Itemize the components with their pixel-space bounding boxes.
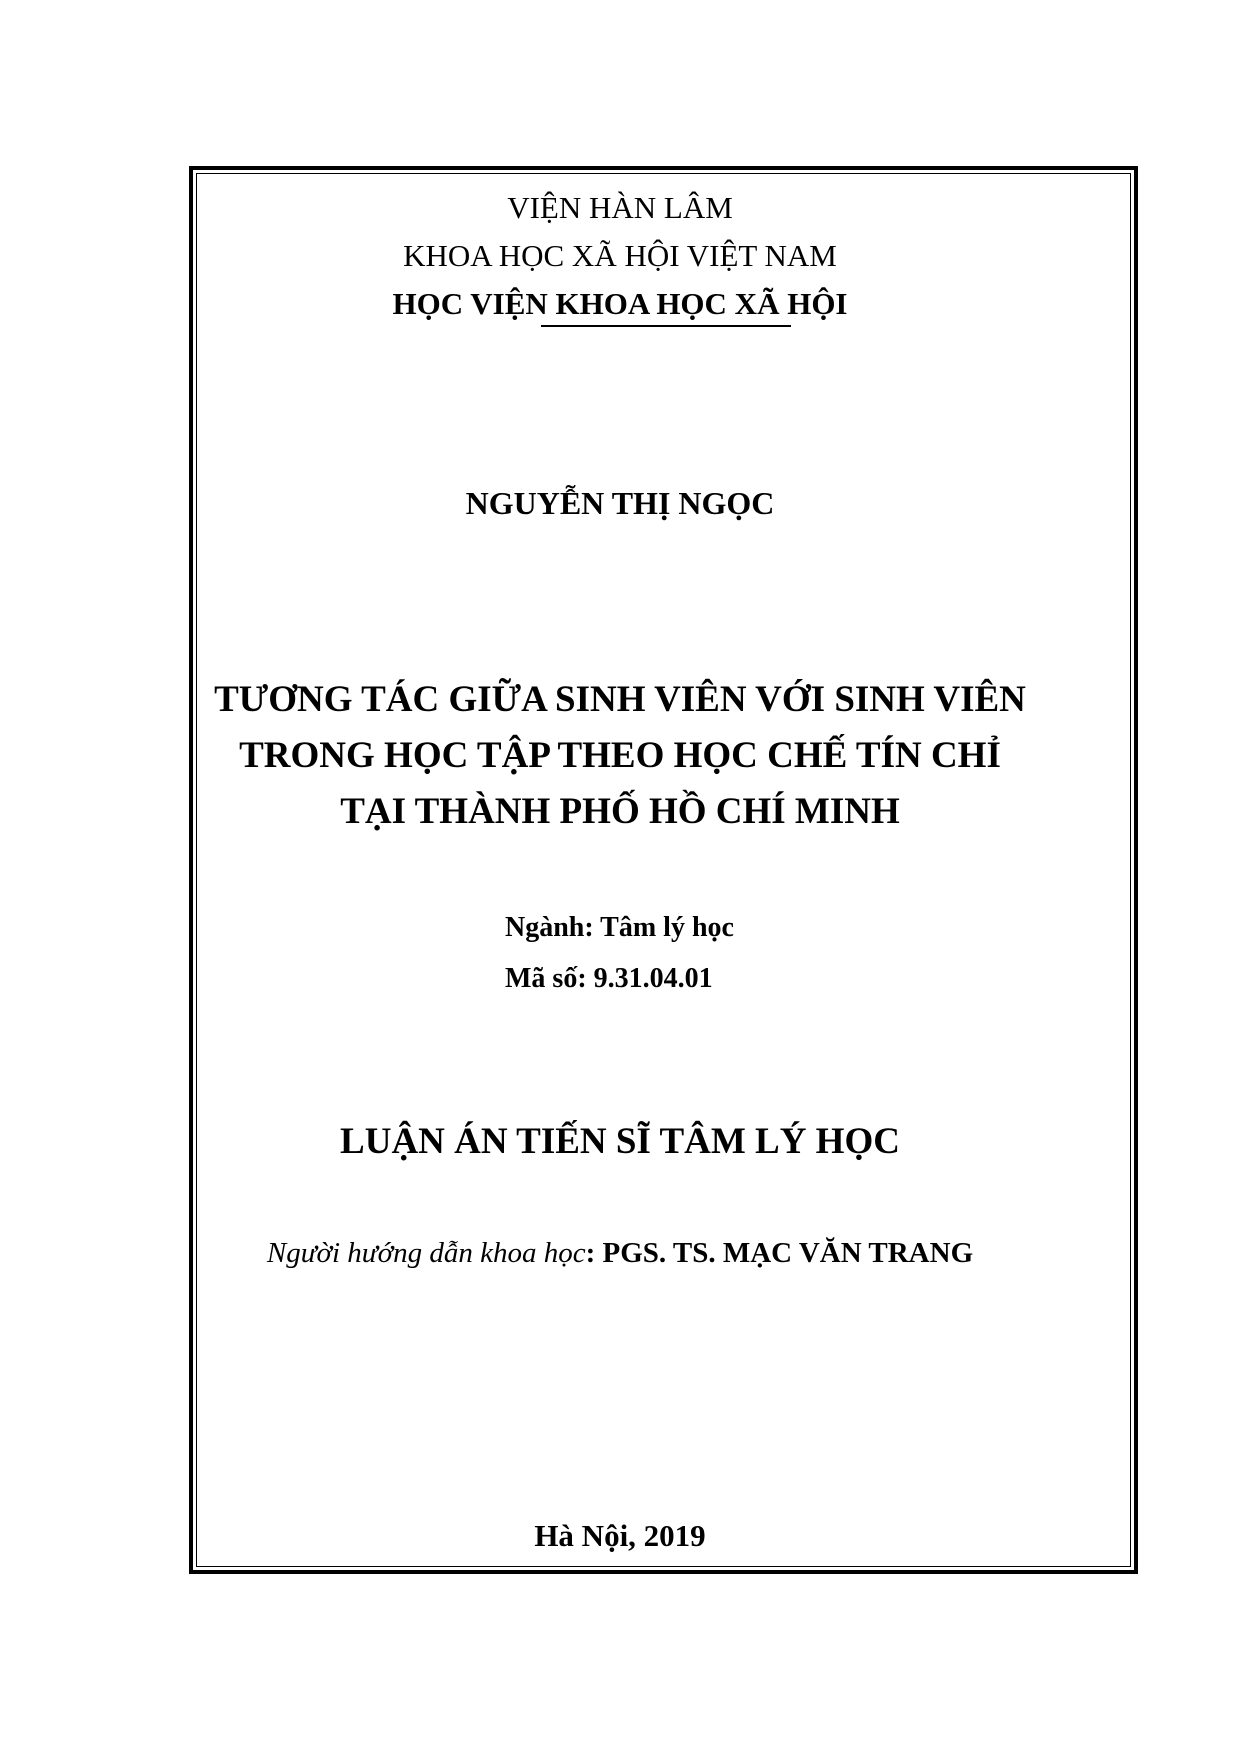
thesis-title-line-3: TẠI THÀNH PHỐ HỒ CHÍ MINH xyxy=(340,791,900,832)
place-and-year: Hà Nội, 2019 xyxy=(534,1518,706,1553)
author-name: NGUYỄN THỊ NGỌC xyxy=(465,485,775,521)
advisor-separator: : xyxy=(585,1237,603,1269)
page-border-inner xyxy=(196,173,1131,1567)
advisor-name: PGS. TS. MẠC VĂN TRANG xyxy=(602,1237,974,1269)
institution-underline xyxy=(541,325,791,327)
thesis-title-line-1: TƯƠNG TÁC GIỮA SINH VIÊN VỚI SINH VIÊN xyxy=(214,679,1026,720)
degree-title: LUẬN ÁN TIẾN SĨ TÂM LÝ HỌC xyxy=(340,1121,900,1162)
major: Ngành: Tâm lý học xyxy=(505,912,734,943)
major-code: Mã số: 9.31.04.01 xyxy=(505,963,713,994)
institution-line-3: HỌC VIỆN KHOA HỌC XÃ HỘI xyxy=(392,286,848,321)
institution-line-2: KHOA HỌC XÃ HỘI VIỆT NAM xyxy=(403,238,837,273)
advisor xyxy=(0,1234,1240,1272)
advisor-label: Người hướng dẫn khoa học xyxy=(266,1237,586,1269)
institution-line-1: VIỆN HÀN LÂM xyxy=(507,190,733,225)
thesis-title-line-2: TRONG HỌC TẬP THEO HỌC CHẾ TÍN CHỈ xyxy=(239,735,1001,776)
